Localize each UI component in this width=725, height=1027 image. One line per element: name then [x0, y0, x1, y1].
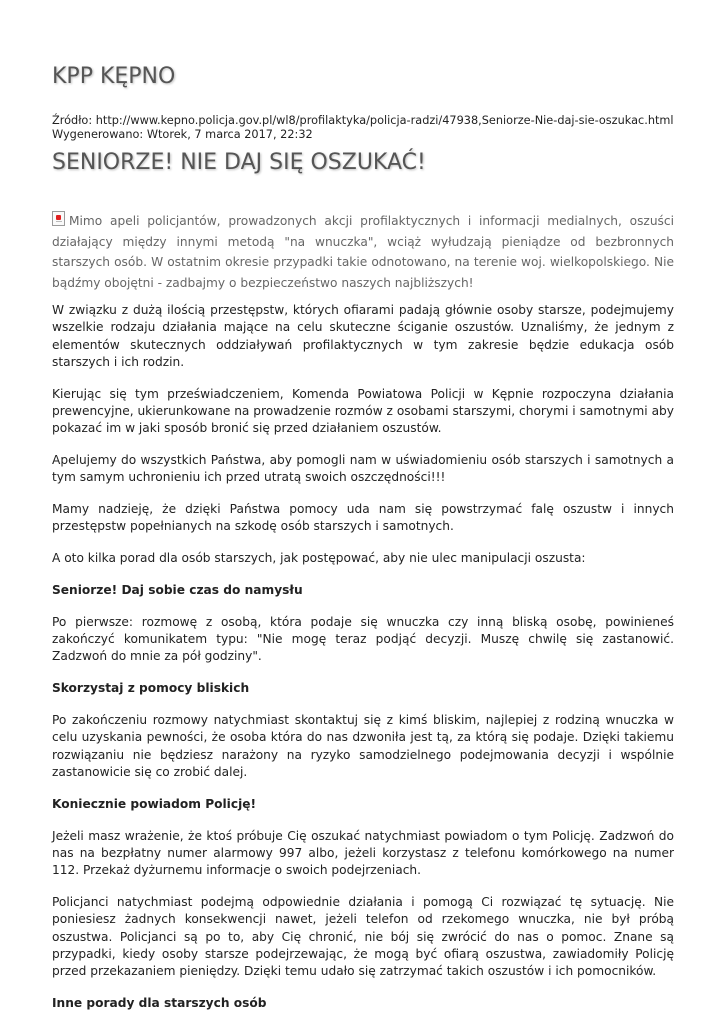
broken-image-icon: [52, 211, 65, 226]
lead-text: Mimo apeli policjantów, prowadzonych akcji profilaktycznych i informacji medialnych, oszuści działający między innymi metodą "na wnuczka", wciąż wyłudzają pieniądze od bezbronnych starszych osób. W ostatnim okresie przypadki takie odnotowano, na terenie woj. wielkopolskiego. Nie bądźmy obojętni - zadbajmy o bezpieczeństwo naszych najbliższych!: [52, 214, 674, 290]
article-body: [52, 211, 674, 1027]
paragraph: Kierując się tym przeświadczeniem, Komenda Powiatowa Policji w Kępnie rozpoczyna działania prewencyjne, ukierunkowane na prowadzenie rozmów z osobami starszymi, chorymi i samotnymi aby pokazać im w jaki sposób bronić się przed działaniem oszustów.: [52, 386, 674, 436]
section-heading: Inne porady dla starszych osób: [52, 995, 267, 1010]
paragraph: Mamy nadzieję, że dzięki Państwa pomocy uda nam się powstrzymać falę oszustw i innych przestępstw popełnianych na szkodę osób starszych i samotnych.: [52, 502, 674, 534]
site-title: KPP KĘPNO: [52, 64, 176, 89]
source-url: Źródło: http://www.kepno.policja.gov.pl/wl8/profilaktyka/policja-radzi/47938,Seniorze-Nie-daj-sie-oszukac.html: [52, 114, 674, 127]
generated-date: Wygenerowano: Wtorek, 7 marca 2017, 22:32: [52, 128, 313, 141]
paragraph: Apelujemy do wszystkich Państwa, aby pomogli nam w uświadomieniu osób starszych i samotnych a tym samym uchronieniu ich przed utratą swoich oszczędności!!!: [52, 453, 674, 485]
article-title: SENIORZE! NIE DAJ SIĘ OSZUKAĆ!: [52, 150, 426, 175]
paragraph: W związku z dużą ilością przestępstw, których ofiarami padają głównie osoby starsze, podejmujemy wszelkie rodzaju działania mające na celu skuteczne ściganie oszustów. Uznaliśmy, że jednym z elementów skutecznych oddziaływań profilaktycznych w tym zakresie będzie edukacja osób starszych i ich rodzin.: [52, 303, 674, 369]
paragraph: A oto kilka porad dla osób starszych, jak postępować, aby nie ulec manipulacji oszusta:: [52, 551, 586, 566]
section-heading: Koniecznie powiadom Policję!: [52, 796, 257, 811]
section-text: Po pierwsze: rozmowę z osobą, która podaje się wnuczka czy inną bliską osobę, powinieneś zakończyć komunikatem typu: "Nie mogę teraz podjąć decyzji. Muszę chwilę się zastanowić. Zadzwoń do mnie za pół godziny".: [52, 614, 674, 664]
section-heading: Skorzystaj z pomocy bliskich: [52, 681, 250, 696]
section-heading: Seniorze! Daj sobie czas do namysłu: [52, 583, 303, 598]
section-text: Policjanci natychmiast podejmą odpowiednie działania i pomogą Ci rozwiązać tę sytuację. Nie poniesiesz żadnych konsekwencji nawet, jeżeli telefon od rzekomego wnuczka, nie był próbą oszustwa. Policjanci są po to, aby Cię chronić, nie bój się zwrócić do nas o pomoc. Znane są przypadki, kiedy osoby starsze podejrzewając, że mogą być ofiarą oszustwa, zawiadomiły Policję przed przekazaniem pieniędzy. Dzięki temu udało się zatrzymać takich oszustów i ich pomocników.: [52, 894, 674, 979]
source-meta: [52, 114, 674, 142]
section-text: Jeżeli masz wrażenie, że ktoś próbuje Cię oszukać natychmiast powiadom o tym Policję. Zadzwoń do nas na bezpłatny numer alarmowy 997 albo, jeżeli korzystasz z telefonu komórkowego na numer 112. Przekaż dyżurnemu informacje o swoich podejrzeniach.: [52, 828, 674, 878]
lead-paragraph: [52, 211, 674, 293]
section-text: Po zakończeniu rozmowy natychmiast skontaktuj się z kimś bliskim, najlepiej z rodziną wnuczka w celu uzyskania pewności, że osoba która do nas dzwoniła jest tą, za którą się podaje. Dzięki takiemu rozwiązaniu nie będziesz narażony na ryzyko samodzielnego podejmowania decyzji i wspólnie zastanowicie się co zrobić dalej.: [52, 713, 674, 779]
